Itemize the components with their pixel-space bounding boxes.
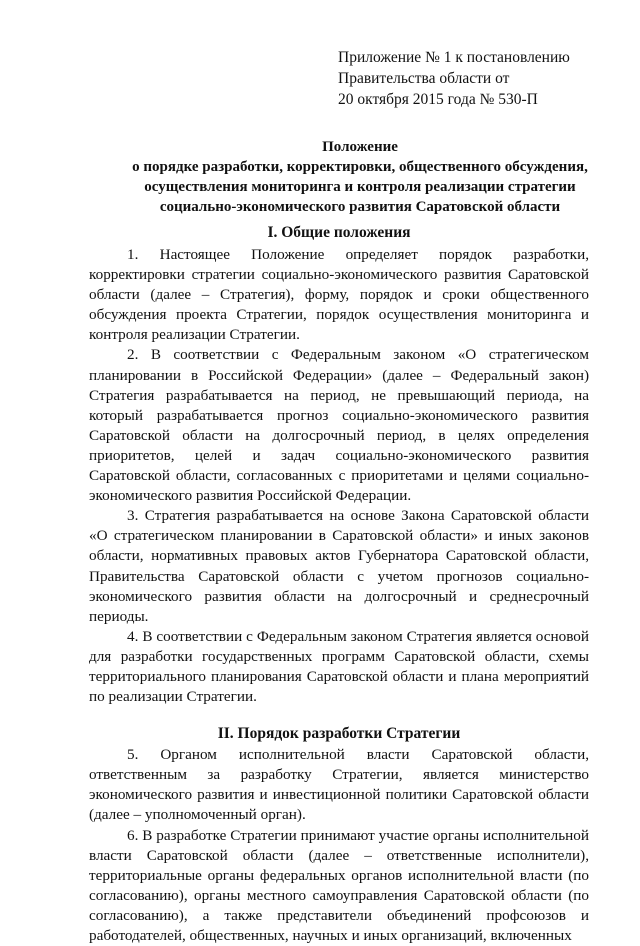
title-line-4: социально-экономического развития Саратовской области: [159, 199, 561, 215]
title-line-2: о порядке разработки, корректировки, общественного обсуждения,: [132, 159, 588, 175]
title-line-1: Положение: [322, 139, 398, 155]
paragraph-2: 2. В соответствии с Федеральным законом «О стратегическом планировании в Российской Федерации» (далее – Федеральный закон) Стратегия разрабатывается на период, не превышающий периода, на который разрабатывается прогноз социально-экономического развития Саратовской области на долгосрочный период, в целях определения приоритетов, целей и задач социально-экономического развития Саратовской области, согласованных с приоритетами и целями социально-экономического развития Российской Федерации.: [89, 346, 589, 505]
paragraph-6: 6. В разработке Стратегии принимают участие органы исполнительной власти Саратовской области (далее – ответственные исполнители), территориальные органы федеральных органов исполнительной власти (по согласованию), органы местного самоуправления Саратовской области (по согласованию), а также представители объединений профсоюзов и работодателей, общественных, научных и иных организаций, включенных: [89, 826, 589, 944]
paragraph-5: 5. Органом исполнительной власти Саратовской области, ответственным за разработку Стратегии, является министерство экономического развития и инвестиционной политики Саратовской области (далее – уполномоченный орган).: [89, 746, 589, 824]
annex-line-3: 20 октября 2015 года № 530-П: [338, 91, 538, 108]
document-title: [80, 137, 640, 217]
paragraph-4: 4. В соответствии с Федеральным законом Стратегия является основой для разработки государственных программ Саратовской области, схемы территориального планирования Саратовской области и плана мероприятий по реализации Стратегии.: [89, 627, 589, 706]
section-2-heading: II. Порядок разработки Стратегии: [217, 725, 461, 743]
annex-line-2: Правительства области от: [338, 70, 510, 87]
section-1-heading: I. Общие положения: [267, 224, 411, 241]
paragraph-3: 3. Стратегия разрабатывается на основе Закона Саратовской области «О стратегическом планировании в Саратовской области» и иных законов области, нормативных правовых актов Губернатора Саратовской области, Правительства Саратовской области с учетом прогнозов социально-экономического развития области на долгосрочный и среднесрочный периоды.: [89, 507, 589, 625]
paragraph-1: 1. Настоящее Положение определяет порядок разработки, корректировки стратегии социально-экономического развития Саратовской области (далее – Стратегия), форму, порядок и сроки общественного обсуждения проекта Стратегии, порядок осуществления мониторинга и контроля реализации Стратегии.: [89, 246, 589, 344]
title-line-3: осуществления мониторинга и контроля реализации стратегии: [144, 179, 576, 195]
document-body: [89, 222, 589, 946]
annex-header: [338, 47, 570, 110]
annex-line-1: Приложение № 1 к постановлению: [338, 49, 570, 66]
